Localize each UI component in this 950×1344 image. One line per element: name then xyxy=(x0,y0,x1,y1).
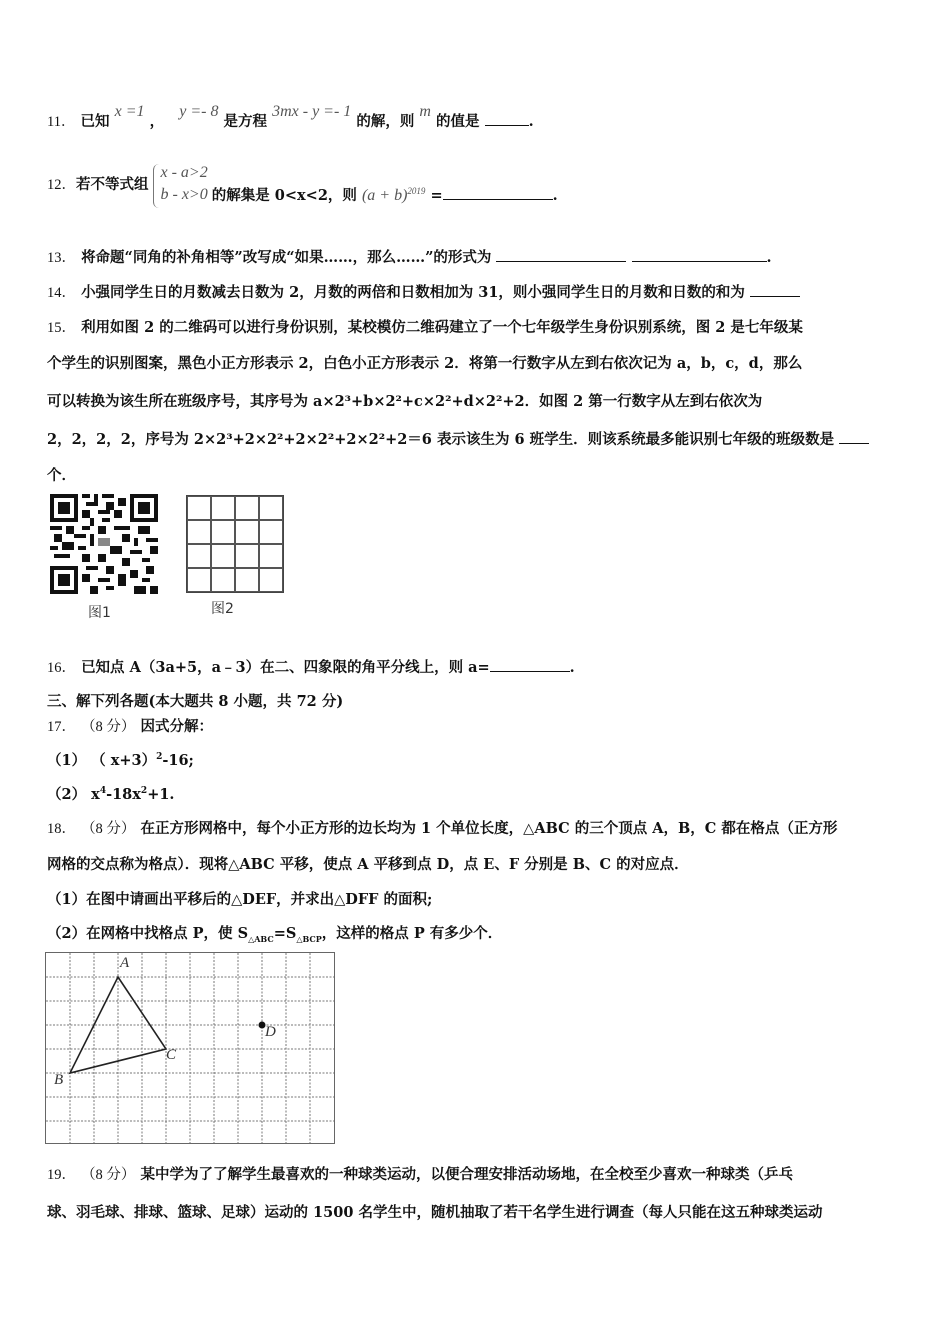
question-18-line-2 xyxy=(47,853,689,874)
math-expr: y =- 8 xyxy=(179,103,219,120)
text: 将命题“同角的补角相等”改写成“如果……，那么……”的形式为 xyxy=(81,249,492,266)
text: 已知点 A（3a+5，a﹣3）在二、四象限的角平分线上，则 a= xyxy=(81,659,490,676)
exponent: 4 xyxy=(99,786,107,797)
period: . xyxy=(766,249,772,266)
text: 已知 xyxy=(80,113,110,130)
question-16 xyxy=(47,656,575,677)
answer-blank[interactable] xyxy=(750,282,800,297)
score: （8 分） xyxy=(81,1167,136,1183)
question-15-line-3 xyxy=(47,390,762,411)
question-19-line-1 xyxy=(47,1163,793,1184)
question-17-part-2 xyxy=(47,783,174,804)
question-15-line-2 xyxy=(47,352,802,373)
question-15-line-5 xyxy=(47,464,76,485)
question-12 xyxy=(47,162,558,205)
exponent: 2 xyxy=(156,752,163,763)
text: 因式分解： xyxy=(140,718,213,735)
exponent: 2 xyxy=(140,786,148,797)
text: （1）在图中请画出平移后的△DEF，并求出△DFF 的面积; xyxy=(47,891,433,908)
text: （2）在网格中找格点 P，使 S xyxy=(47,925,249,942)
period: . xyxy=(569,659,575,676)
question-18-line-1 xyxy=(47,817,837,838)
math-expr: x xyxy=(91,786,100,803)
text: 利用如图 2 的二维码可以进行身份识别，某校模仿二维码建立了一个七年级学生身份识别系统，图 2 是七年级某 xyxy=(81,319,803,336)
text: 小强同学生日的月数减去日数为 2，月数的两倍和日数相加为 31，则小强同学生日的月数和日数的和为 xyxy=(81,284,745,301)
brace-icon xyxy=(153,164,160,208)
text: 可以转换为该生所在班级序号，其序号为 a×2³+b×2²+c×2²+d×2²+2．如图 2 第一行数字从左到右依次为 xyxy=(47,393,763,410)
answer-blank[interactable] xyxy=(839,429,869,444)
question-number: 19． xyxy=(47,1167,76,1183)
figure-2-label: 图2 xyxy=(211,601,234,617)
question-15-line-1 xyxy=(47,316,803,337)
question-number: 11． xyxy=(47,114,76,130)
label-c: C xyxy=(166,1047,177,1063)
text: 是方程 xyxy=(223,113,268,130)
subscript: △BCP xyxy=(296,933,322,944)
math-expr: -16; xyxy=(162,752,194,769)
question-18-part-1 xyxy=(47,888,432,909)
label-d: D xyxy=(265,1024,276,1040)
question-number: 18． xyxy=(47,821,76,837)
text: 的解，则 xyxy=(356,113,415,130)
question-number: 16． xyxy=(47,660,76,676)
text: =S xyxy=(273,925,297,942)
math-expr: x =1 xyxy=(114,103,145,120)
math-expr: m xyxy=(419,103,431,120)
question-number: 17． xyxy=(47,719,76,735)
math-expr: （ x+3） xyxy=(91,752,157,769)
question-19-line-2 xyxy=(47,1201,822,1222)
text: 若不等式组 xyxy=(76,176,149,193)
label-a: A xyxy=(120,955,130,971)
part-label: （2） xyxy=(47,786,87,803)
answer-blank-2[interactable] xyxy=(632,247,767,262)
question-15-line-4 xyxy=(47,428,869,449)
question-number: 15． xyxy=(47,320,76,336)
answer-blank[interactable] xyxy=(490,657,570,672)
text: ， xyxy=(149,113,165,130)
answer-blank[interactable] xyxy=(485,111,529,126)
section-title: 三、解下列各题(本大题共 8 小题，共 72 分) xyxy=(47,693,344,710)
figure-1-label: 图1 xyxy=(88,605,111,621)
qr-code-figure xyxy=(50,493,158,595)
section-heading xyxy=(47,690,343,711)
answer-blank[interactable] xyxy=(443,185,553,200)
score: （8 分） xyxy=(81,821,136,837)
period: . xyxy=(552,187,558,204)
question-18-part-2 xyxy=(47,922,502,944)
text: 的解集是 0<x<2，则 xyxy=(211,187,357,204)
part-label: （1） xyxy=(47,752,87,769)
math-expr: 3mx - y =- 1 xyxy=(272,103,352,120)
math-expr: -18x xyxy=(106,786,141,803)
period: . xyxy=(528,113,534,130)
question-17-part-1 xyxy=(47,749,194,770)
question-17 xyxy=(47,715,213,736)
question-number: 12． xyxy=(47,177,76,193)
answer-blank-1[interactable] xyxy=(496,247,626,262)
text: 个． xyxy=(47,467,76,484)
question-13 xyxy=(47,246,772,267)
label-b: B xyxy=(54,1072,64,1088)
text: 在正方形网格中，每个小正方形的边长均为 1 个单位长度，△ABC 的三个顶点 A，B，C 都在格点（正方形 xyxy=(140,820,838,837)
score: （8 分） xyxy=(81,719,136,735)
equals: = xyxy=(430,187,443,204)
math-expr: (a + b) xyxy=(361,187,408,204)
text: 2，2，2，2，序号为 2×2³+2×2²+2×2²+2×2²+2＝6 表示该生为 6 班学生．则该系统最多能识别七年级的班级数是 xyxy=(47,431,835,448)
inequality-system xyxy=(153,164,208,204)
text: 球、羽毛球、排球、篮球、足球）运动的 1500 名学生中，随机抽取了若干名学生进行调查（每人只能在这五种球类运动 xyxy=(47,1204,823,1221)
inequality-1: x - a>2 xyxy=(160,163,208,181)
math-expr: +1. xyxy=(147,786,175,803)
question-number: 14． xyxy=(47,285,76,301)
triangle-grid-figure xyxy=(45,952,335,1144)
text: 某中学为了了解学生最喜欢的一种球类运动，以便合理安排活动场地，在全校至少喜欢一种球类（乒乓 xyxy=(140,1166,793,1183)
figure-2-grid xyxy=(186,495,284,593)
text: 个学生的识别图案，黑色小正方形表示 2，白色小正方形表示 2．将第一行数字从左到右依次记为 a，b，c，d，那么 xyxy=(47,355,803,372)
text: 的值是 xyxy=(436,113,480,130)
question-14 xyxy=(47,281,800,302)
text: ，这样的格点 P 有多少个． xyxy=(321,925,503,942)
question-number: 13． xyxy=(47,250,76,266)
inequality-2: b - x>0 xyxy=(160,185,208,203)
text: 网格的交点称为格点）．现将△ABC 平移，使点 A 平移到点 D，点 E、F 分别是 B、C 的对应点． xyxy=(47,856,689,873)
subscript: △ABC xyxy=(248,933,274,944)
exponent: 2019 xyxy=(407,186,426,197)
question-11 xyxy=(47,103,534,131)
